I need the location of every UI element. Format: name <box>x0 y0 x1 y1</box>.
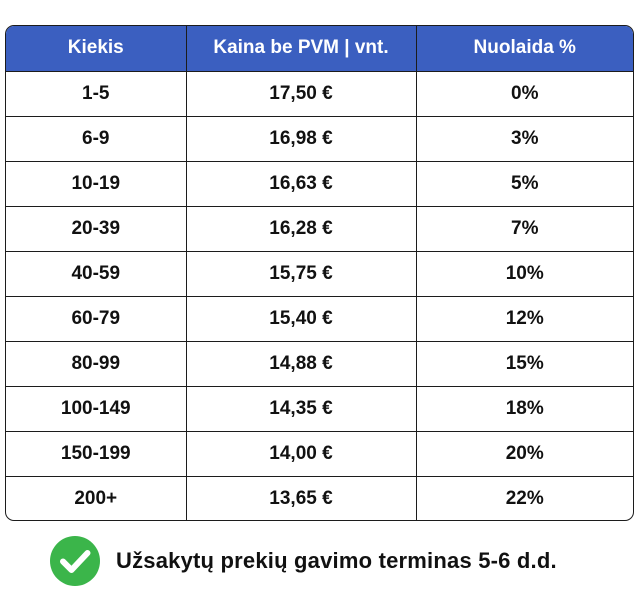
price-table-container <box>5 25 634 521</box>
table-row <box>6 206 633 251</box>
table-body <box>6 71 633 521</box>
cell-price: 17,50 € <box>186 71 416 116</box>
cell-price: 14,88 € <box>186 341 416 386</box>
cell-discount: 15% <box>416 341 633 386</box>
cell-quantity: 40-59 <box>6 251 186 296</box>
cell-discount: 22% <box>505 487 544 509</box>
cell-discount: 20% <box>416 431 633 476</box>
table-row <box>6 341 633 386</box>
cell-quantity: 100-149 <box>6 386 186 431</box>
table-row <box>6 476 633 521</box>
check-circle-icon <box>50 536 100 586</box>
delivery-note-text: Užsakytų prekių gavimo terminas 5-6 d.d. <box>116 548 557 573</box>
header-row <box>6 26 633 71</box>
cell-price: 15,40 € <box>186 296 416 341</box>
table-row <box>6 431 633 476</box>
cell-quantity: 20-39 <box>6 206 186 251</box>
cell-quantity: 80-99 <box>6 341 186 386</box>
cell-quantity: 10-19 <box>6 161 186 206</box>
column-header-quantity: Kiekis <box>6 26 186 71</box>
cell-discount: 0% <box>416 71 633 116</box>
table-row <box>6 71 633 116</box>
cell-price: 14,00 € <box>186 431 416 476</box>
cell-discount: 10% <box>416 251 633 296</box>
cell-price: 15,75 € <box>186 251 416 296</box>
table-row <box>6 161 633 206</box>
table-row <box>6 116 633 161</box>
cell-quantity: 150-199 <box>6 431 186 476</box>
table-row <box>6 386 633 431</box>
price-table <box>6 26 633 521</box>
cell-quantity: 1-5 <box>6 71 186 116</box>
cell-quantity: 60-79 <box>6 296 186 341</box>
cell-price: 16,63 € <box>186 161 416 206</box>
cell-price: 14,35 € <box>186 386 416 431</box>
cell-discount: 5% <box>416 161 633 206</box>
cell-price: 16,28 € <box>186 206 416 251</box>
column-header-discount: Nuolaida % <box>416 26 633 71</box>
cell-discount: 3% <box>416 116 633 161</box>
cell-price: 16,98 € <box>186 116 416 161</box>
cell-price: 13,65 € <box>186 476 416 521</box>
delivery-note <box>50 536 557 586</box>
table-row <box>6 251 633 296</box>
cell-quantity: 6-9 <box>6 116 186 161</box>
cell-discount: 7% <box>416 206 633 251</box>
cell-discount: 18% <box>416 386 633 431</box>
table-header <box>6 26 633 71</box>
cell-quantity: 200+ <box>6 476 186 521</box>
table-row <box>6 296 633 341</box>
column-header-price: Kaina be PVM | vnt. <box>186 26 416 71</box>
cell-discount: 12% <box>416 296 633 341</box>
